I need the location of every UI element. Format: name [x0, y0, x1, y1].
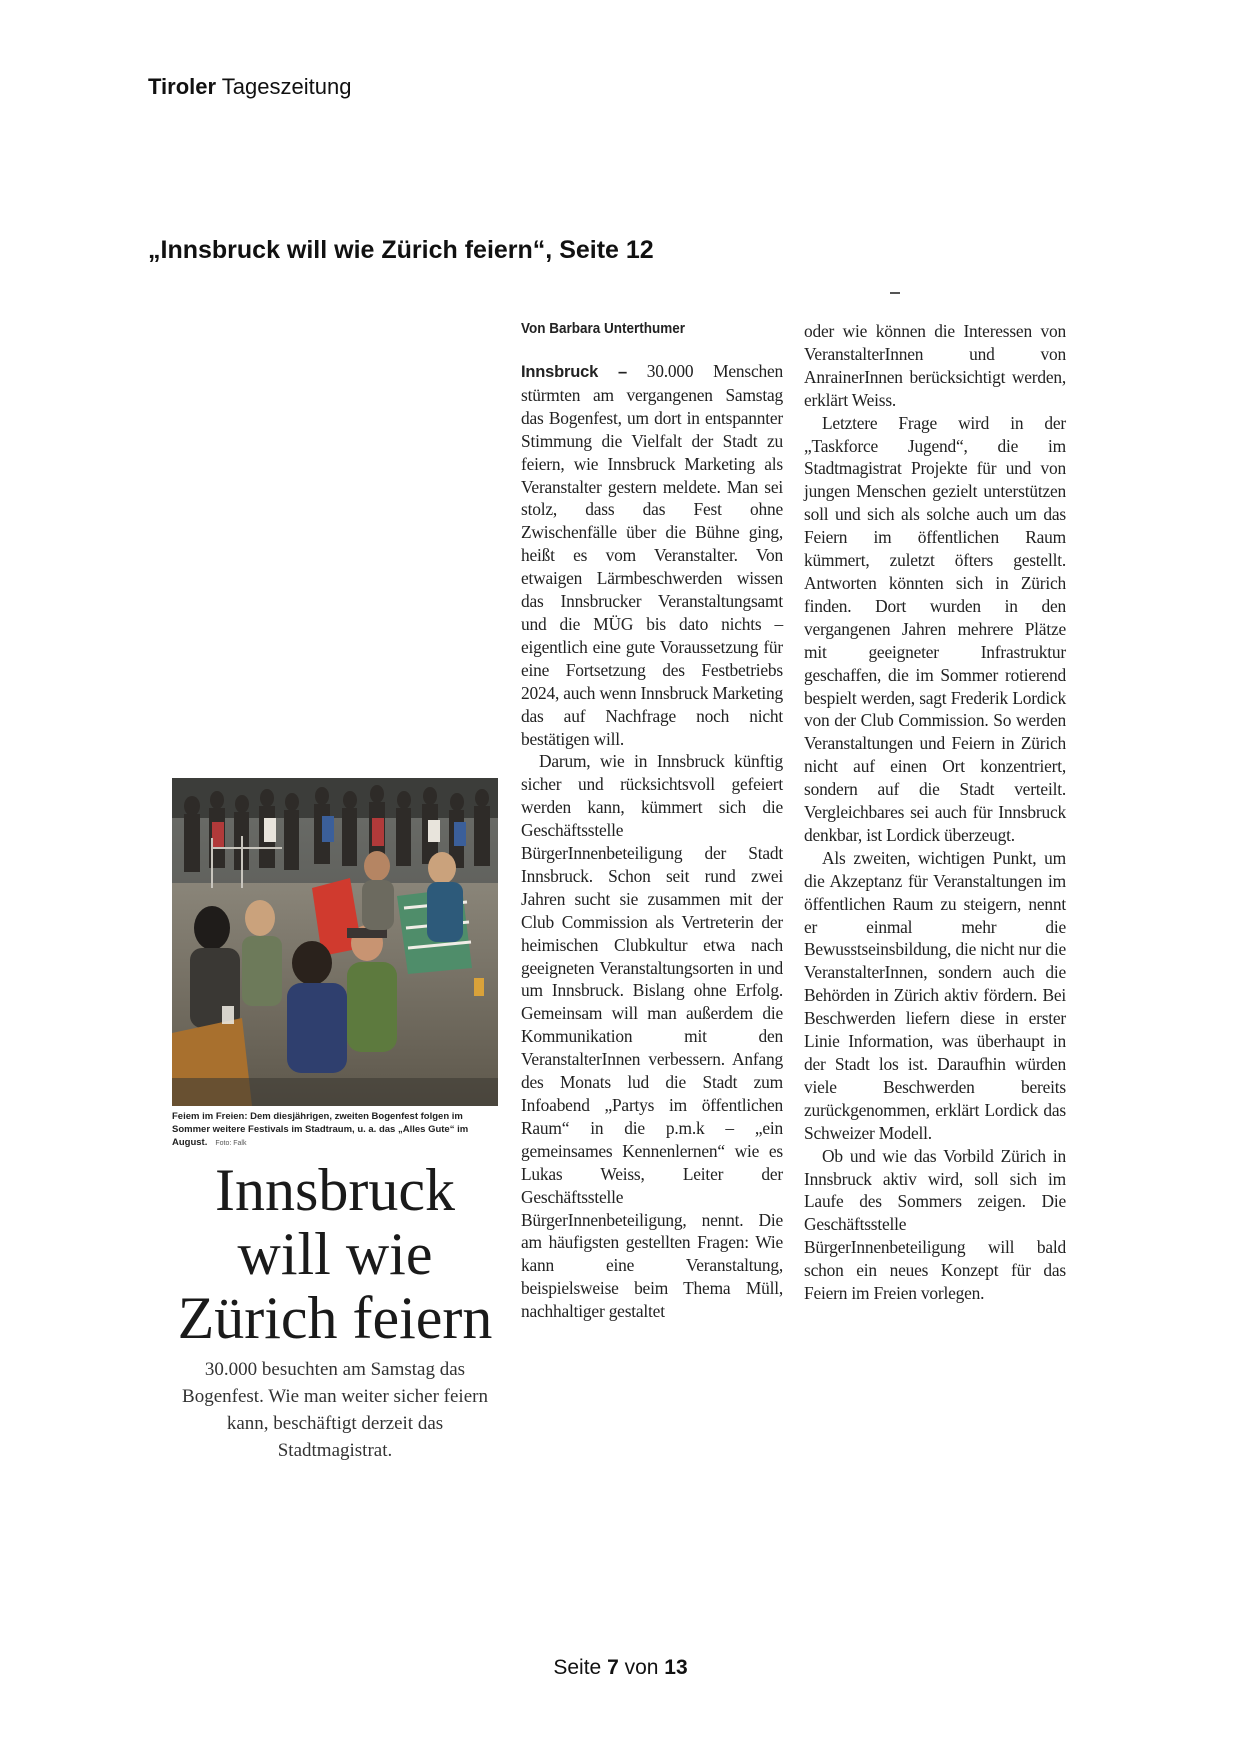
footer-prefix: Seite	[553, 1656, 602, 1679]
footer-total-pages: 13	[664, 1656, 688, 1679]
footer-middle: von	[624, 1656, 659, 1679]
article-photo	[172, 778, 498, 1106]
article-column-2	[804, 320, 1066, 1305]
reference-heading: „Innsbruck will wie Zürich feiern“, Seite 12	[148, 236, 654, 264]
paragraph: oder wie können die Interessen von VeranstalterInnen und von AnrainerInnen berücksichtigt werden, erklärt Weiss.	[804, 321, 1066, 410]
paragraph	[521, 360, 783, 750]
photo-caption	[172, 1110, 498, 1150]
paragraph: Letztere Frage wird in der „Taskforce Jugend“, die im Stadtmagistrat Projekte für und von jungen Menschen gezielt unterstützen soll und sich als solche auch um das Feiern im öffentlichen Raum kümmert, zuletzt öfters gestellt. Antworten könnten sich in Zürich finden. Dort wurden in den vergangenen Jahren mehrere Plätze mit geeigneter Infrastruktur geschaffen, die im Sommer rotierend bespielt werden, sagt Frederik Lordick von der Club Commission. So werden Veranstaltungen und Feiern in Zürich nicht auf einen Ort konzentriert, sondern auf die Stadt verteilt. Vergleichbares sei auch für Innsbruck denkbar, ist Lordick überzeugt.	[804, 412, 1066, 845]
newspaper-clipping	[170, 318, 1080, 1468]
masthead-regular: Tageszeitung	[221, 74, 352, 99]
paragraph-text: 30.000 Menschen stürmten am vergangenen Samstag das Bogenfest, um dort in entspannter Stimmung die Vielfalt der Stadt zu feiern, wie Innsbruck Marketing als Veranstalter gestern meldete. Man sei stolz, dass das Fest ohne Zwischenfälle über die Bühne ging, heißt es vom Veranstalter. Von etwaigen Lärmbeschwerden wissen das Innsbrucker Veranstaltungsamt und die MÜG bis dato nichts – eigentlich eine gute Voraussetzung für eine Fortsetzung des Festbetriebs 2024, auch wenn Innsbruck Marketing das auf Nachfrage noch nicht bestätigen will.	[521, 361, 784, 749]
article-lede: 30.000 besuchten am Samstag das Bogenfest. Wie man weiter sicher feiern kann, beschäftigt derzeit das Stadtmagistrat.	[182, 1359, 488, 1461]
article-byline: Von Barbara Unterthumer	[521, 320, 686, 337]
masthead-bold: Tiroler	[148, 74, 217, 99]
photo-credit: Foto: Falk	[215, 1140, 247, 1147]
paragraph: Ob und wie das Vorbild Zürich in Innsbruck aktiv wird, soll sich im Laufe des Sommers zeigen. Die Geschäftsstelle BürgerInnenbeteiligung will bald schon ein neues Konzept für das Feiern im Freien vorlegen.	[804, 1145, 1066, 1304]
paragraph: Darum, wie in Innsbruck künftig sicher und rücksichtsvoll gefeiert werden kann, kümmert sich die Geschäftsstelle BürgerInnenbeteiligung der Stadt Innsbruck. Schon seit rund zwei Jahren sucht sie zusammen mit der Club Commission als Vertreterin der heimischen Clubkultur etwa nach geeigneten Veranstaltungsorten in und um Innsbruck. Bislang ohne Erfolg. Gemeinsam will man außerdem die Kommunikation mit den VeranstalterInnen verbessern. Anfang des Monats lud die Stadt zum Infoabend „Partys im öffentlichen Raum“ in die p.m.k – „ein gemeinsames Kennenlernen“ wie es Lukas Weiss, Leiter der Geschäftsstelle BürgerInnenbeteiligung, nennt. Die am häufigsten gestellten Fragen: Wie kann eine Veranstaltung, beispielsweise beim Thema Müll, nachhaltiger gestaltet	[521, 751, 783, 1322]
divider	[890, 292, 900, 294]
headline-line-3: Zürich feiern	[177, 1285, 493, 1351]
dateline: Innsbruck –	[521, 363, 627, 381]
paragraph: Als zweiten, wichtigen Punkt, um die Akzeptanz für Veranstaltungen im öffentlichen Raum zu steigern, nennt er einmal mehr die Bewusstseinsbildung, die nicht nur die VeranstalterInnen, sondern auch die Behörden in Zürich aktiv fördern. Bei Beschwerden liefern diese in erster Linie Information, was überhaupt in der Stadt los ist. Daraufhin würden viele Beschwerden bereits zurückgenommen, erklärt Lordick das Schweizer Modell.	[804, 847, 1066, 1143]
masthead	[148, 74, 351, 100]
article-headline	[170, 1158, 500, 1350]
headline-line-1: Innsbruck	[215, 1157, 455, 1223]
article-column-1	[521, 360, 783, 1323]
photo-caption-text: Feiem im Freien: Dem diesjährigen, zweiten Bogenfest folgen im Sommer weitere Festivals im Stadtraum, u. a. das „Alles Gute“ im August.	[172, 1111, 469, 1148]
headline-line-2: will wie	[237, 1221, 433, 1287]
page-footer	[0, 1656, 1241, 1680]
footer-current-page: 7	[607, 1656, 619, 1679]
